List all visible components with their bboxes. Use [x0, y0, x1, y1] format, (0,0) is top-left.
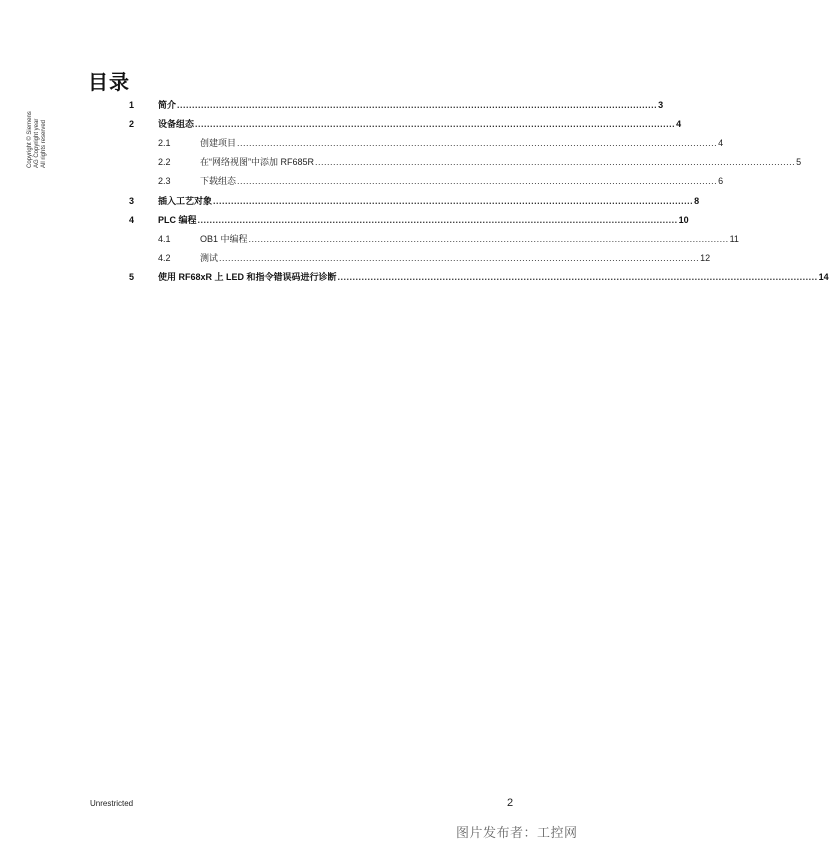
toc-title: PLC 编程	[158, 215, 197, 225]
toc-leader: ................................................................................................................................................................	[197, 215, 678, 225]
footer-classification: Unrestricted	[90, 799, 134, 808]
toc-leader: ................................................................................................................................................................	[177, 100, 658, 110]
toc-page: 4	[676, 119, 682, 129]
toc-title: OB1 中编程	[200, 234, 248, 244]
toc-title: 简介	[158, 100, 177, 110]
toc-number: 2.2	[158, 157, 171, 167]
toc-number: 4	[129, 215, 135, 225]
toc-number: 4.1	[158, 234, 171, 244]
copyright-line: AG Copyright year	[34, 118, 40, 168]
toc-number: 4.2	[158, 253, 171, 263]
toc-page: 11	[729, 234, 739, 244]
toc-entry-4[interactable]	[0, 213, 689, 227]
toc-title: 设备组态	[158, 119, 195, 129]
toc-entry-3[interactable]	[0, 194, 700, 208]
toc-entry-2-2[interactable]	[0, 155, 802, 169]
toc-entry-2-1[interactable]	[0, 136, 724, 150]
toc-page: 6	[718, 176, 724, 186]
toc-page: 4	[718, 138, 724, 148]
toc-number: 1	[129, 100, 135, 110]
toc-title: 使用 RF68xR 上 LED 和指令错误码进行诊断	[158, 272, 337, 282]
toc-number: 2.1	[158, 138, 171, 148]
toc-page: 12	[700, 253, 711, 263]
toc-page: 5	[796, 157, 802, 167]
toc-leader: ................................................................................................................................................................	[315, 157, 796, 167]
toc-leader: ................................................................................................................................................................	[219, 253, 700, 263]
copyright-line: Copyright © Siemens	[27, 111, 33, 168]
toc-entry-4-1[interactable]	[0, 232, 739, 246]
copyright-line: All rights reserved	[41, 119, 47, 168]
toc-page: 8	[694, 196, 700, 206]
toc-leader: ................................................................................................................................................................	[248, 234, 729, 244]
toc-entry-2[interactable]	[0, 117, 682, 131]
toc-entry-4-2[interactable]	[0, 251, 711, 265]
toc-page: 3	[658, 100, 664, 110]
toc-title: 测试	[200, 253, 219, 263]
toc-title: 下载组态	[200, 176, 237, 186]
toc-title: 插入工艺对象	[158, 196, 213, 206]
toc-leader: ................................................................................................................................................................	[237, 176, 718, 186]
toc-page: 10	[678, 215, 689, 225]
toc-title: 在“网络视图”中添加 RF685R	[200, 157, 315, 167]
toc-leader: ................................................................................................................................................................	[213, 196, 694, 206]
toc-leader: ................................................................................................................................................................	[337, 272, 818, 282]
toc-entry-2-3[interactable]	[0, 174, 724, 188]
toc-number: 2	[129, 119, 135, 129]
toc-number: 2.3	[158, 176, 171, 186]
toc-leader: ................................................................................................................................................................	[237, 138, 718, 148]
publisher-watermark: 图片发布者：工控网	[456, 825, 578, 840]
toc-entry-5[interactable]	[0, 270, 829, 284]
toc-leader: ................................................................................................................................................................	[195, 119, 676, 129]
toc-number: 3	[129, 196, 135, 206]
footer-page-number: 2	[507, 797, 514, 809]
toc-page: 14	[818, 272, 829, 282]
toc-entry-1[interactable]	[0, 98, 664, 112]
toc-title: 创建项目	[200, 138, 237, 148]
toc-number: 5	[129, 272, 135, 282]
page-title: 目录	[88, 72, 130, 94]
